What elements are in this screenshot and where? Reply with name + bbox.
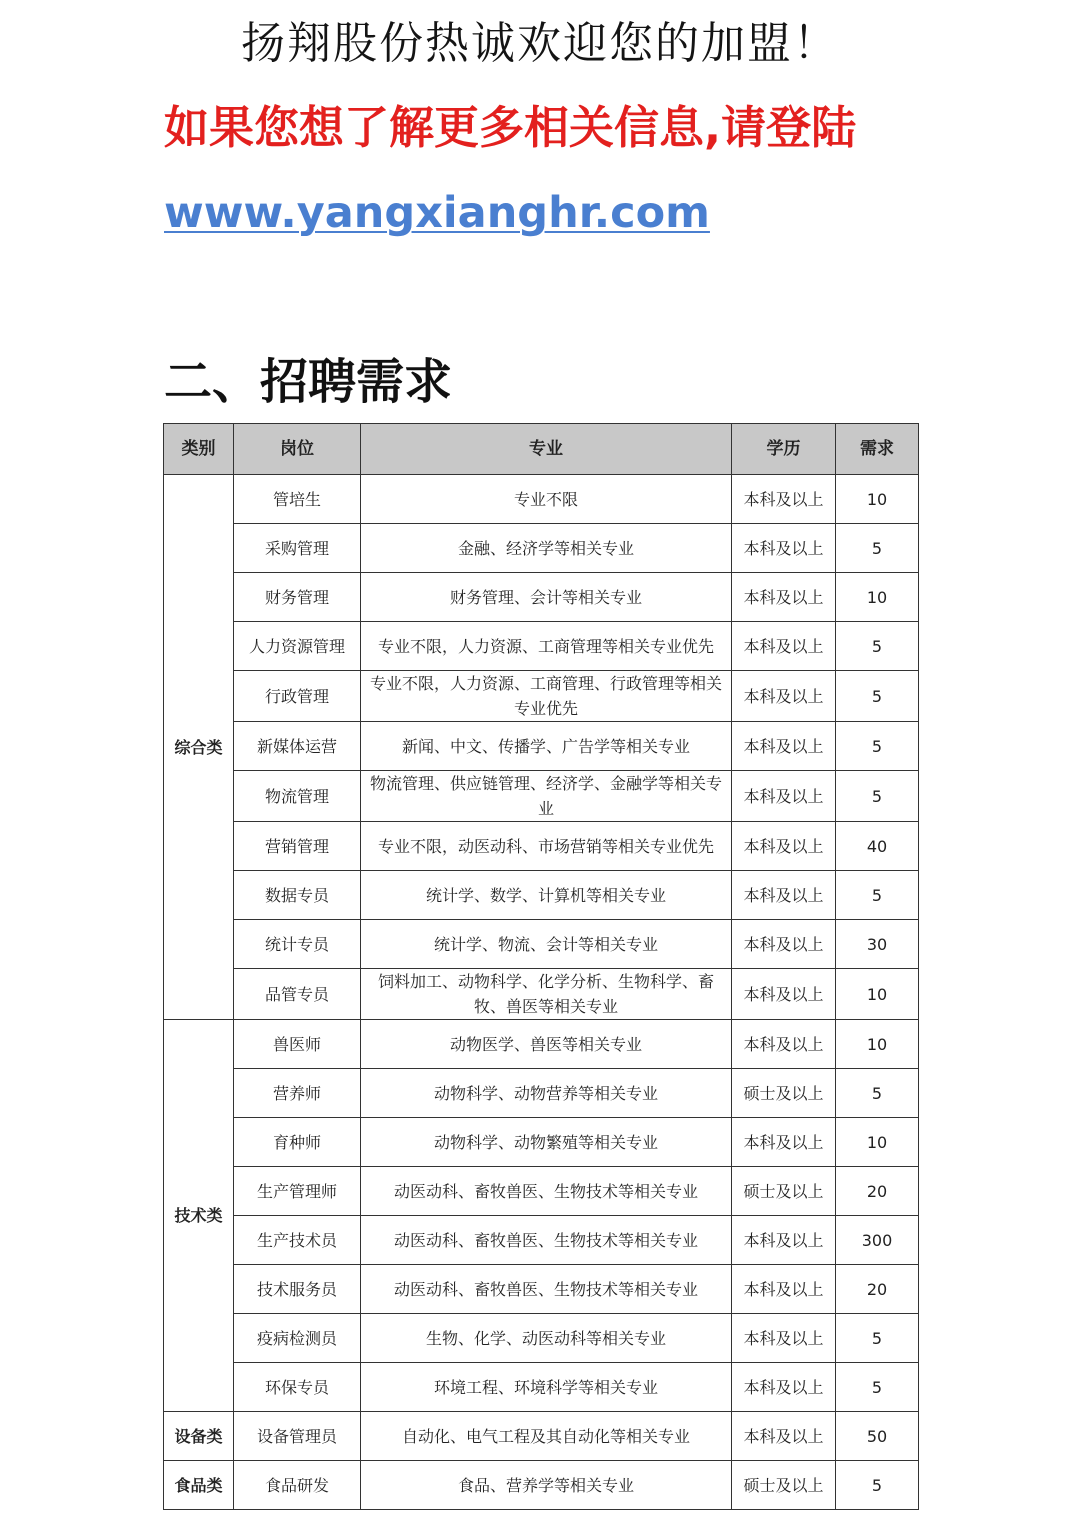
demand-cell: 20	[836, 1265, 919, 1314]
education-cell: 本科及以上	[732, 722, 836, 771]
demand-cell: 5	[836, 622, 919, 671]
education-cell: 本科及以上	[732, 822, 836, 871]
table-row	[164, 822, 919, 871]
position-cell: 育种师	[234, 1118, 361, 1167]
education-cell: 硕士及以上	[732, 1461, 836, 1510]
table-row	[164, 1167, 919, 1216]
position-cell: 人力资源管理	[234, 622, 361, 671]
position-cell: 新媒体运营	[234, 722, 361, 771]
demand-cell: 50	[836, 1412, 919, 1461]
column-header-major: 专业	[361, 424, 732, 475]
education-cell: 本科及以上	[732, 1216, 836, 1265]
table-row	[164, 622, 919, 671]
table-row	[164, 573, 919, 622]
column-header-education: 学历	[732, 424, 836, 475]
demand-cell: 10	[836, 573, 919, 622]
major-cell: 专业不限，人力资源、工商管理等相关专业优先	[361, 622, 732, 671]
position-cell: 设备管理员	[234, 1412, 361, 1461]
recruitment-table	[163, 423, 919, 1510]
table-body	[164, 475, 919, 1510]
table-row	[164, 969, 919, 1020]
education-cell: 本科及以上	[732, 573, 836, 622]
website-link[interactable]: www.yangxianghr.com	[164, 188, 710, 238]
education-cell: 本科及以上	[732, 1265, 836, 1314]
major-cell: 动医动科、畜牧兽医、生物技术等相关专业	[361, 1265, 732, 1314]
table-row	[164, 920, 919, 969]
major-cell: 金融、经济学等相关专业	[361, 524, 732, 573]
education-cell: 本科及以上	[732, 1118, 836, 1167]
major-cell: 食品、营养学等相关专业	[361, 1461, 732, 1510]
demand-cell: 20	[836, 1167, 919, 1216]
position-cell: 兽医师	[234, 1020, 361, 1069]
position-cell: 技术服务员	[234, 1265, 361, 1314]
demand-cell: 5	[836, 524, 919, 573]
demand-cell: 5	[836, 871, 919, 920]
position-cell: 生产技术员	[234, 1216, 361, 1265]
table-row	[164, 1412, 919, 1461]
category-cell: 食品类	[164, 1461, 234, 1510]
position-cell: 物流管理	[234, 771, 361, 822]
demand-cell: 40	[836, 822, 919, 871]
table-row	[164, 1216, 919, 1265]
major-cell: 自动化、电气工程及其自动化等相关专业	[361, 1412, 732, 1461]
position-cell: 采购管理	[234, 524, 361, 573]
table-row	[164, 871, 919, 920]
position-cell: 行政管理	[234, 671, 361, 722]
table-row	[164, 1020, 919, 1069]
table-row	[164, 722, 919, 771]
table-header-row	[164, 424, 919, 475]
recruitment-table-container	[163, 423, 918, 1510]
demand-cell: 5	[836, 671, 919, 722]
education-cell: 本科及以上	[732, 969, 836, 1020]
major-cell: 动物医学、兽医等相关专业	[361, 1020, 732, 1069]
major-cell: 动医动科、畜牧兽医、生物技术等相关专业	[361, 1167, 732, 1216]
position-cell: 营销管理	[234, 822, 361, 871]
table-row	[164, 1265, 919, 1314]
demand-cell: 10	[836, 1118, 919, 1167]
position-cell: 营养师	[234, 1069, 361, 1118]
category-cell: 设备类	[164, 1412, 234, 1461]
major-cell: 动物科学、动物营养等相关专业	[361, 1069, 732, 1118]
major-cell: 统计学、数学、计算机等相关专业	[361, 871, 732, 920]
major-cell: 财务管理、会计等相关专业	[361, 573, 732, 622]
major-cell: 专业不限	[361, 475, 732, 524]
education-cell: 本科及以上	[732, 920, 836, 969]
demand-cell: 30	[836, 920, 919, 969]
education-cell: 本科及以上	[732, 622, 836, 671]
major-cell: 生物、化学、动医动科等相关专业	[361, 1314, 732, 1363]
demand-cell: 10	[836, 475, 919, 524]
position-cell: 财务管理	[234, 573, 361, 622]
position-cell: 数据专员	[234, 871, 361, 920]
demand-cell: 5	[836, 771, 919, 822]
demand-cell: 300	[836, 1216, 919, 1265]
major-cell: 饲料加工、动物科学、化学分析、生物科学、畜牧、兽医等相关专业	[361, 969, 732, 1020]
education-cell: 本科及以上	[732, 1020, 836, 1069]
table-row	[164, 475, 919, 524]
major-cell: 环境工程、环境科学等相关专业	[361, 1363, 732, 1412]
table-row	[164, 524, 919, 573]
column-header-position: 岗位	[234, 424, 361, 475]
table-row	[164, 1069, 919, 1118]
education-cell: 硕士及以上	[732, 1069, 836, 1118]
section-title: 二、招聘需求	[164, 354, 453, 410]
education-cell: 硕士及以上	[732, 1167, 836, 1216]
table-row	[164, 671, 919, 722]
table-row	[164, 1118, 919, 1167]
major-cell: 专业不限，人力资源、工商管理、行政管理等相关专业优先	[361, 671, 732, 722]
category-cell: 技术类	[164, 1020, 234, 1412]
position-cell: 疫病检测员	[234, 1314, 361, 1363]
major-cell: 动物科学、动物繁殖等相关专业	[361, 1118, 732, 1167]
major-cell: 物流管理、供应链管理、经济学、金融学等相关专业	[361, 771, 732, 822]
major-cell: 新闻、中文、传播学、广告学等相关专业	[361, 722, 732, 771]
demand-cell: 5	[836, 1314, 919, 1363]
major-cell: 动医动科、畜牧兽医、生物技术等相关专业	[361, 1216, 732, 1265]
demand-cell: 5	[836, 1461, 919, 1510]
demand-cell: 5	[836, 722, 919, 771]
position-cell: 管培生	[234, 475, 361, 524]
position-cell: 统计专员	[234, 920, 361, 969]
education-cell: 本科及以上	[732, 871, 836, 920]
education-cell: 本科及以上	[732, 1314, 836, 1363]
table-row	[164, 1314, 919, 1363]
major-cell: 专业不限，动医动科、市场营销等相关专业优先	[361, 822, 732, 871]
position-cell: 食品研发	[234, 1461, 361, 1510]
demand-cell: 10	[836, 1020, 919, 1069]
table-row	[164, 771, 919, 822]
education-cell: 本科及以上	[732, 475, 836, 524]
position-cell: 品管专员	[234, 969, 361, 1020]
position-cell: 生产管理师	[234, 1167, 361, 1216]
education-cell: 本科及以上	[732, 1412, 836, 1461]
table-row	[164, 1363, 919, 1412]
education-cell: 本科及以上	[732, 671, 836, 722]
demand-cell: 5	[836, 1363, 919, 1412]
position-cell: 环保专员	[234, 1363, 361, 1412]
education-cell: 本科及以上	[732, 1363, 836, 1412]
info-prompt: 如果您想了解更多相关信息,请登陆	[164, 101, 857, 154]
table-row	[164, 1461, 919, 1510]
category-cell: 综合类	[164, 475, 234, 1020]
demand-cell: 10	[836, 969, 919, 1020]
demand-cell: 5	[836, 1069, 919, 1118]
column-header-demand: 需求	[836, 424, 919, 475]
education-cell: 本科及以上	[732, 771, 836, 822]
welcome-heading: 扬翔股份热诚欢迎您的加盟！	[241, 18, 839, 69]
education-cell: 本科及以上	[732, 524, 836, 573]
column-header-category: 类别	[164, 424, 234, 475]
major-cell: 统计学、物流、会计等相关专业	[361, 920, 732, 969]
